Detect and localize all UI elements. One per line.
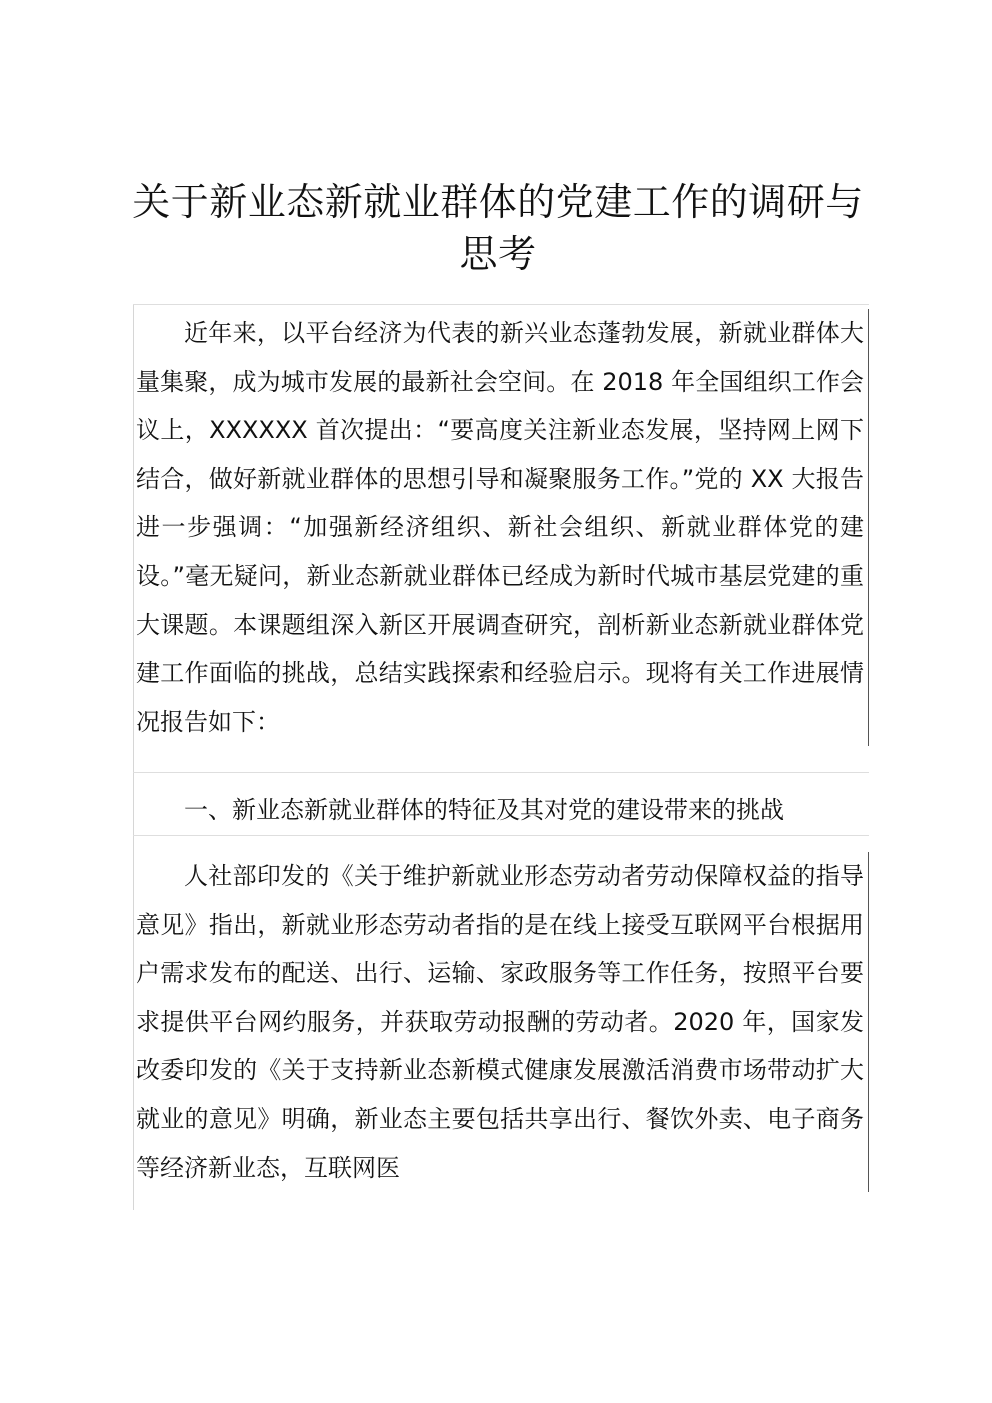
- intro-paragraph: 近年来，以平台经济为代表的新兴业态蓬勃发展，新就业群体大量集聚，成为城市发展的最新社会空间。在 2018 年全国组织工作会议上，XXXXXX 首次提出：“要高度关注新业态发展，坚持网上网下结合，做好新就业群体的思想引导和凝聚服务工作。”党的 XX 大报告进一步强调：“加强新经济组织、新社会组织、新就业群体党的建设。”毫无疑问，新业态新就业群体已经成为新时代城市基层党建的重大课题。本课题组深入新区开展调查研究，剖析新业态新就业群体党建工作面临的挑战，总结实践探索和经验启示。现将有关工作进展情况报告如下：: [136, 309, 869, 746]
- body-paragraph: 人社部印发的《关于维护新就业形态劳动者劳动保障权益的指导意见》指出，新就业形态劳动者指的是在线上接受互联网平台根据用户需求发布的配送、出行、运输、家政服务等工作任务，按照平台要求提供平台网约服务，并获取劳动报酬的劳动者。2020 年，国家发改委印发的《关于支持新业态新模式健康发展激活消费市场带动扩大就业的意见》明确，新业态主要包括共享出行、餐饮外卖、电子商务等经济新业态，互联网医: [136, 852, 869, 1192]
- frame-guide-before-heading: [133, 772, 869, 773]
- section-heading: 一、新业态新就业群体的特征及其对党的建设带来的挑战: [184, 796, 784, 824]
- page-title: 关于新业态新就业群体的党建工作的调研与思考: [132, 180, 864, 276]
- frame-guide-after-heading: [133, 835, 869, 836]
- frame-guide-top: [133, 304, 869, 305]
